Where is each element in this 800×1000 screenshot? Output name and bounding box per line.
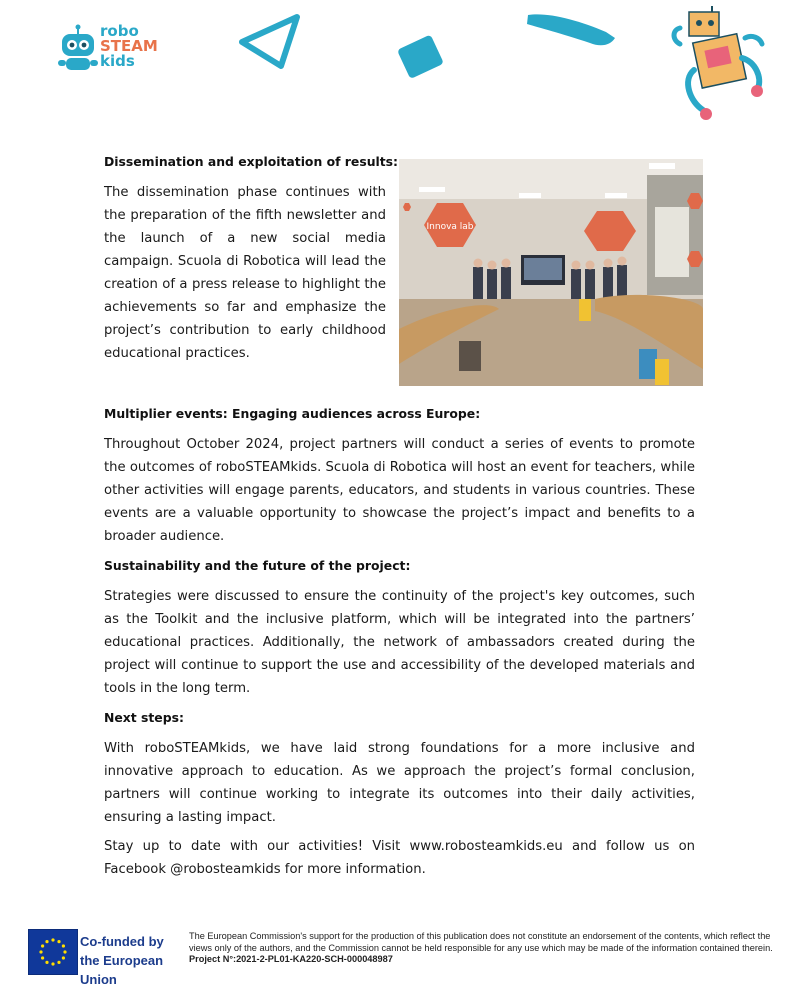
logo-line-robo: robo [100, 22, 139, 40]
eu-line-2: the European Union [80, 953, 164, 987]
eu-flag-icon [28, 929, 78, 975]
funding-disclaimer [189, 931, 774, 966]
page-footer [28, 928, 773, 987]
diamond-decoration-icon [397, 34, 444, 79]
header-decorations [0, 0, 800, 130]
sustainability-section [104, 585, 695, 700]
triangle-decoration-icon [242, 17, 297, 66]
next-steps-heading: Next steps: [104, 710, 184, 725]
dissemination-section [104, 181, 386, 365]
page-header [0, 0, 800, 130]
team-photo [399, 159, 703, 386]
dissemination-body: The dissemination phase continues with the preparation of the fifth newsletter and the launch of a new social media campaign. Scuola di Robotica will lead the creation of a press release to highlight the achievements so far and emphasize the project’s contribution to early childhood educational practices. [104, 185, 386, 361]
innova-lab-sign: Innova lab [426, 222, 474, 232]
sustainability-body: Strategies were discussed to ensure the continuity of the project's key outcomes, such as the Toolkit and the inclusive platform, which will be integrated into the partners’ educational practices. Additionally, the network of ambassadors created during the project will continue to support the use and accessibility of the developed materials and tools in the long term. [104, 589, 695, 696]
project-number: Project N°:2021-2-PL01-KA220-SCH-000048987 [189, 954, 393, 964]
closing-body: Stay up to date with our activities! Visit www.robosteamkids.eu and follow us on Facebook @robosteamkids for more information. [104, 839, 695, 877]
dissemination-heading: Dissemination and exploitation of results: [104, 154, 399, 169]
multiplier-body: Throughout October 2024, project partners will conduct a series of events to promote the outcomes of roboSTEAMkids. Scuola di Robotica will host an event for teachers, while other activities will engage parents, educators, and students in various countries. These events are a valuable opportunity to showcase the project’s impact and benefits to a broader audience. [104, 437, 695, 544]
sustainability-heading: Sustainability and the future of the project: [104, 558, 411, 573]
next-steps-body: With roboSTEAMkids, we have laid strong foundations for a more inclusive and innovative approach to education. As we approach the project’s formal conclusion, partners will continue working to integrate its outcomes into their daily activities, ensuring a lasting impact. [104, 741, 695, 825]
eu-cofunded-label [80, 932, 190, 989]
brush-stroke-decoration-icon [527, 14, 615, 45]
innova-lab-photo [399, 159, 703, 386]
eu-line-1: Co-funded by [80, 934, 164, 949]
disclaimer-text: The European Commission's support for the production of this publication does not constitute an endorsement of the contents, which reflect the views only of the authors, and the Commission cannot be held responsible for any use which may be made of the information contained therein. [189, 931, 773, 953]
multiplier-heading: Multiplier events: Engaging audiences across Europe: [104, 406, 481, 421]
closing-section [104, 835, 695, 881]
multiplier-section [104, 433, 695, 548]
logo-line-kids: kids [100, 52, 135, 70]
next-steps-section [104, 737, 695, 829]
logo-line-steam: STEAM [100, 37, 158, 55]
robot-decoration-icon [674, 6, 763, 120]
